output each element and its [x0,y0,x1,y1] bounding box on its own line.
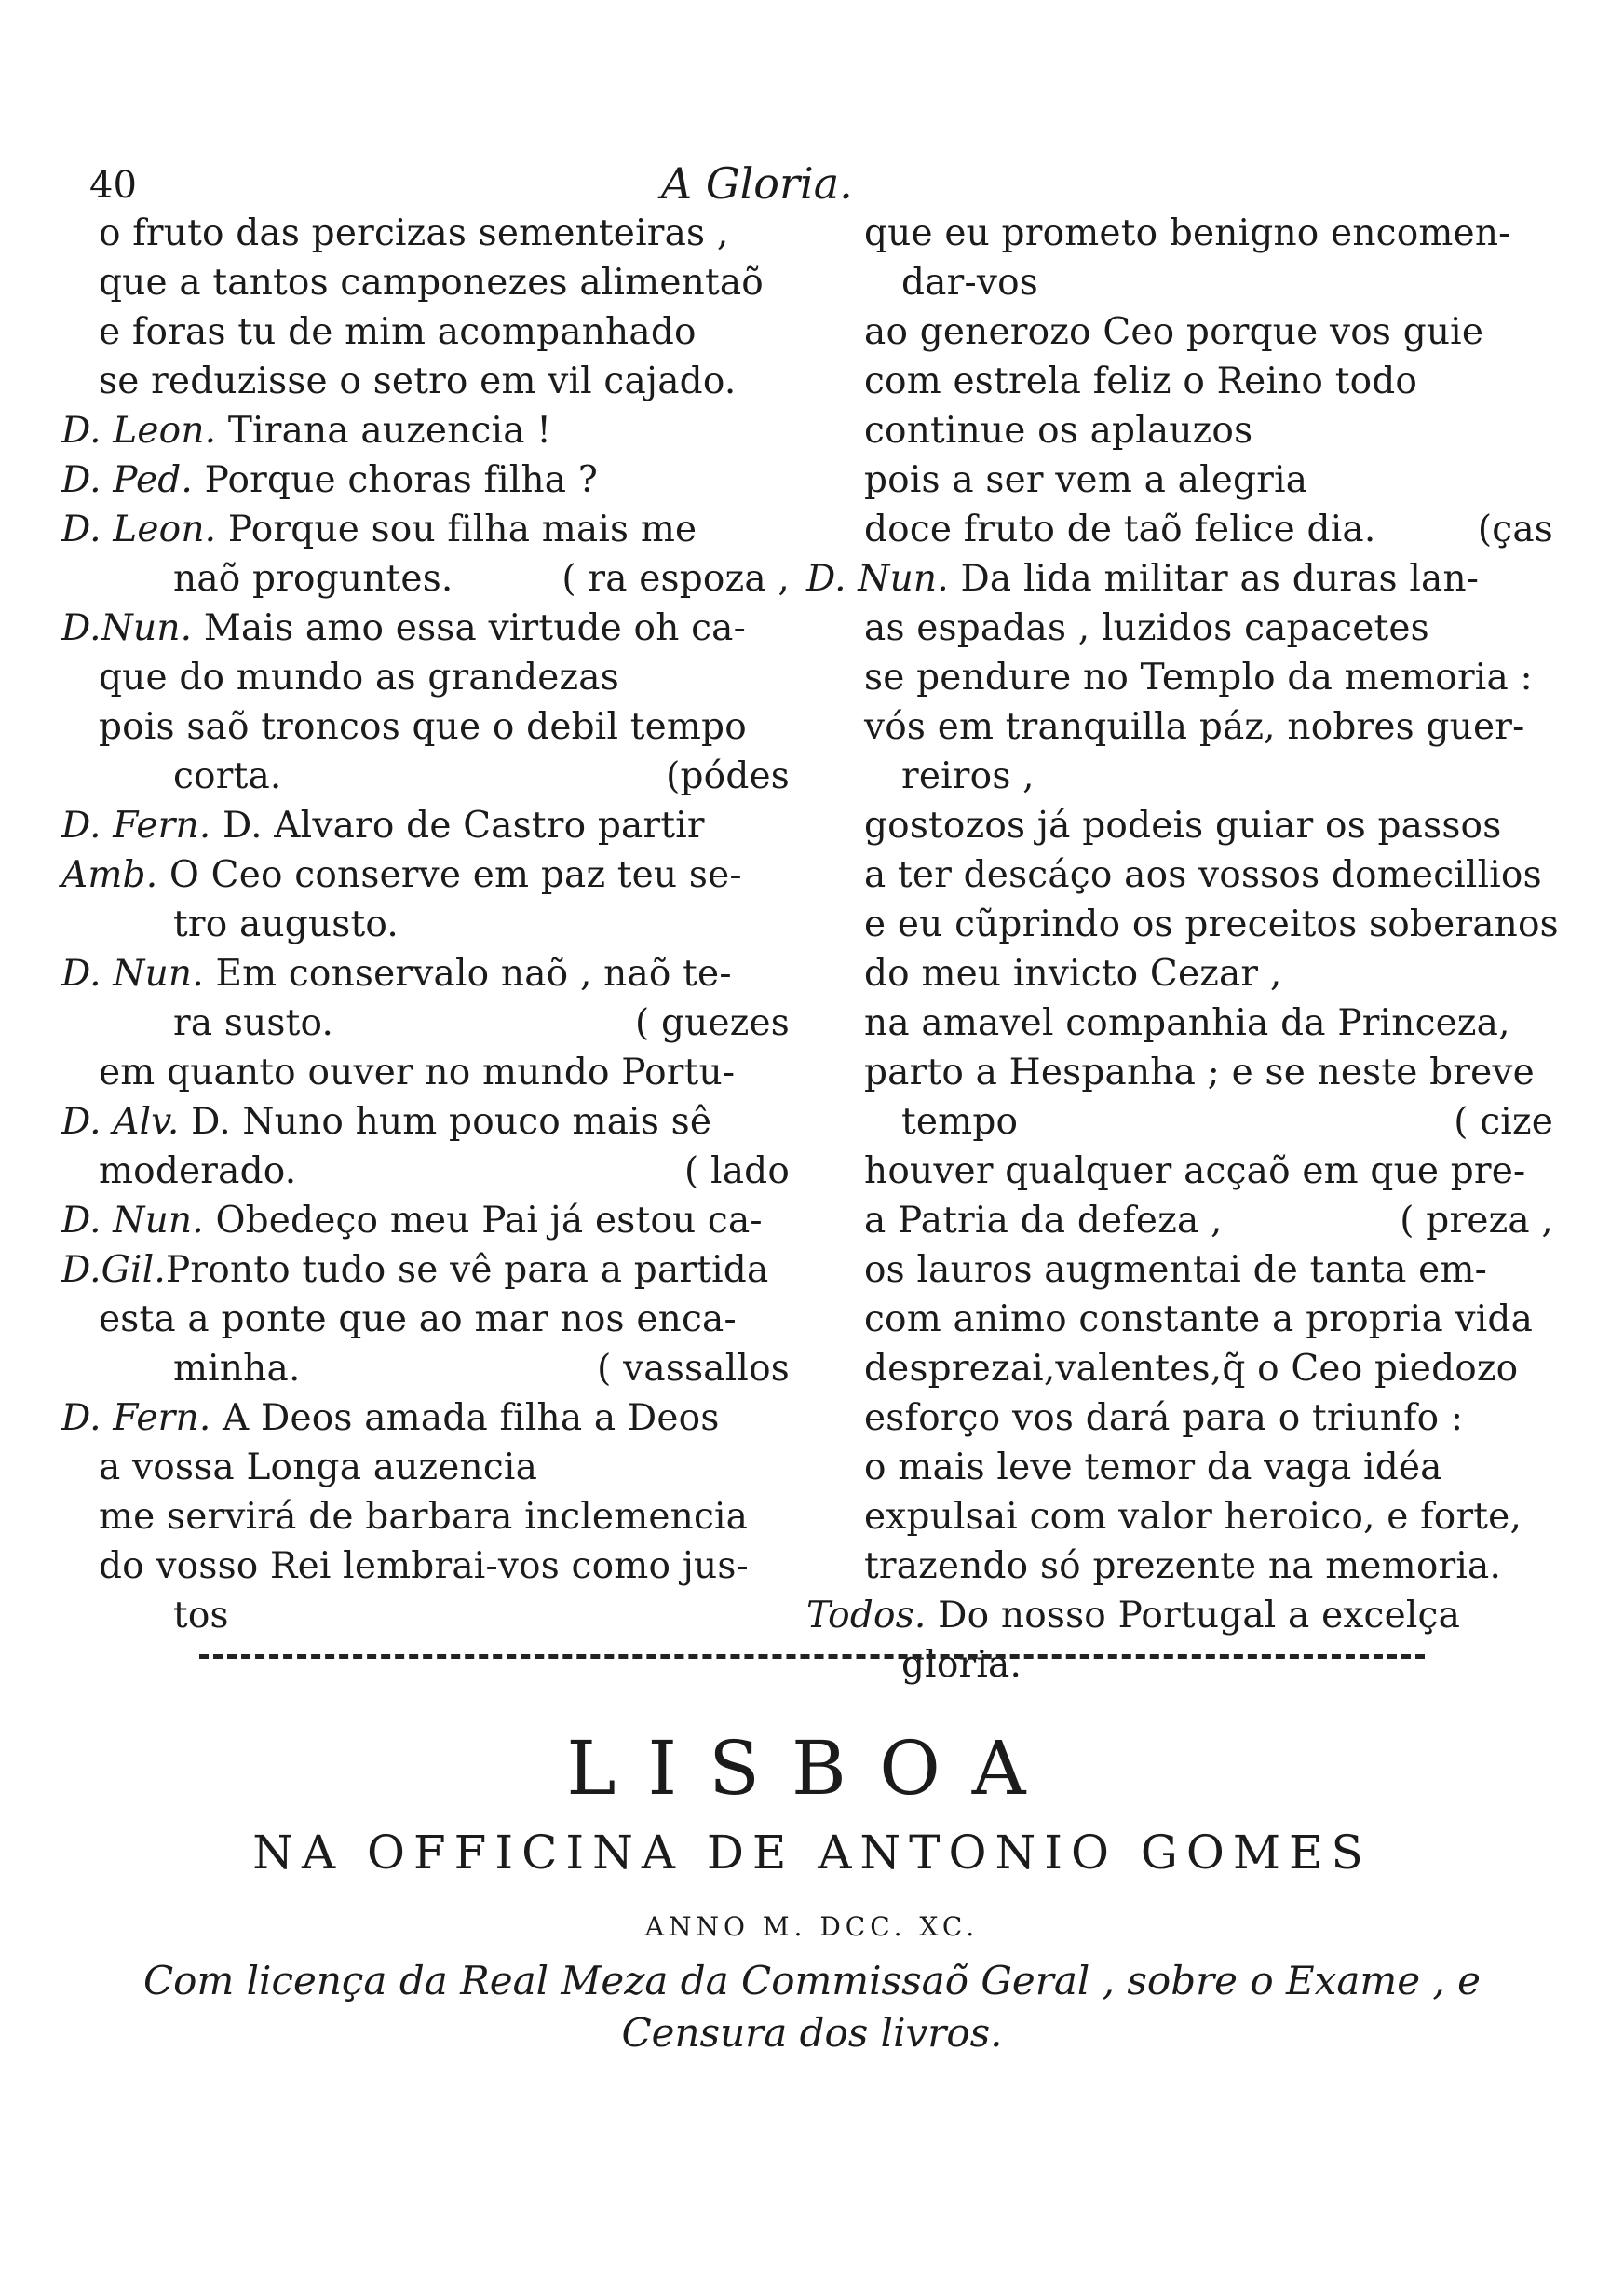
verse-line [806,554,1561,604]
page-number: 40 [89,164,137,207]
verse-text: que eu prometo benigno encomen- [864,212,1511,254]
verse-text: minha. [173,1348,301,1390]
verse-line [806,1443,1561,1492]
verse-line [806,505,1561,554]
verse-text: com animo constante a propria vida [864,1298,1534,1340]
verse-line [806,209,1561,258]
speaker-name: D. Leon. [61,410,217,452]
verse-line [806,307,1561,357]
turnover-text: ( vassallos [597,1348,790,1390]
verse-line [806,1393,1561,1443]
license-line-1: Com licença da Real Meza da Commissaõ Geral , sobre o Exame , e [143,1958,1481,2003]
turnover-text: ( cize [1454,1101,1553,1143]
verse-text: o fruto das percizas sementeiras , [99,212,729,254]
verse-text: corta. [173,755,282,797]
verse-line [61,307,797,357]
verse-text: D. Nuno hum pouco mais sê [179,1101,712,1143]
verse-line [61,1492,797,1541]
verse-text: Mais amo essa virtude oh ca- [192,607,747,649]
verse-line [61,1443,797,1492]
verse-text: Em conservalo naõ , naõ te- [203,953,732,995]
verse-text: pois a ser vem a alegria [864,459,1308,501]
verse-text: expulsai com valor heroico, e forte, [864,1496,1522,1538]
verse-line [61,455,797,505]
verse-line [806,752,1561,801]
verse-text: na amavel companhia da Princeza, [864,1002,1510,1044]
speaker-name: D. Fern. [61,805,211,847]
verse-line [806,1196,1561,1245]
verse-text: ao generozo Ceo porque vos guie [864,311,1484,353]
verse-line [806,406,1561,455]
speaker-name: D.Gil. [61,1249,166,1291]
verse-line [61,604,797,653]
verse-line [806,357,1561,406]
running-title: A Gloria. [661,158,853,209]
verse-text: Porque sou filha mais me [216,509,697,550]
verse-text: parto a Hespanha ; e se neste breve [864,1052,1535,1093]
verse-text: do vosso Rei lembrai-vos como jus- [99,1545,749,1587]
verse-line [61,653,797,702]
verse-line [61,357,797,406]
verse-line [806,1245,1561,1295]
verse-text: as espadas , luzidos capacetes [864,607,1429,649]
imprint-year: ANNO M. DCC. XC. [644,1911,980,1942]
verse-line [61,1344,797,1393]
verse-line [806,1295,1561,1344]
turnover-text: ( preza , [1400,1200,1553,1242]
license-line-2: Censura dos livros. [621,2010,1003,2056]
verse-text: vós em tranquilla páz, nobres guer- [864,706,1525,748]
verse-line [61,554,797,604]
verse-line [806,258,1561,307]
verse-line [806,702,1561,752]
verse-text: Pronto tudo se vê para a partida [165,1249,769,1291]
verse-text: continue os aplauzos [864,410,1253,452]
verse-line [806,998,1561,1048]
speaker-name: D. Nun. [61,1200,204,1242]
verse-line [61,900,797,949]
speaker-name: D. Nun. [61,953,204,995]
verse-text: Tirana auzencia ! [216,410,552,452]
verse-text: gloria. [901,1644,1022,1686]
turnover-text: ( ra espoza , [562,558,790,600]
verse-line [806,900,1561,949]
verse-text: os lauros augmentai de tanta em- [864,1249,1488,1291]
verse-line [61,1295,797,1344]
verse-line [61,1097,797,1147]
verse-line [806,1492,1561,1541]
speaker-name: D. Ped. [61,459,194,501]
verse-text: se pendure no Templo da memoria : [864,657,1533,699]
left-column [61,209,797,1640]
verse-line [61,949,797,998]
verse-text: moderado. [99,1150,297,1192]
verse-text: tos [173,1595,229,1636]
verse-text: Da lida militar as duras lan- [948,558,1480,600]
verse-line [806,604,1561,653]
verse-text: desprezai,valentes,q̃ o Ceo piedozo [864,1348,1519,1390]
verse-line [61,1591,797,1640]
verse-line [806,1640,1561,1690]
verse-text: Porque choras filha ? [193,459,598,501]
verse-text: a Patria da defeza , [864,1200,1223,1242]
verse-text: esforço vos dará para o triunfo : [864,1397,1464,1439]
verse-text: que do mundo as grandezas [99,657,619,699]
verse-text: Do nosso Portugal a excelça [926,1595,1461,1636]
speaker-name: D. Fern. [61,1397,211,1439]
verse-text: em quanto ouver no mundo Portu- [99,1052,736,1093]
verse-text: ra susto. [173,1002,334,1044]
verse-line [61,702,797,752]
verse-line [61,209,797,258]
speaker-name: D.Nun. [61,607,193,649]
verse-line [61,801,797,850]
speaker-name: Amb. [61,854,158,896]
verse-line [61,998,797,1048]
verse-text: o mais leve temor da vaga idéa [864,1446,1442,1488]
speaker-name: Todos. [806,1595,927,1636]
verse-line [806,801,1561,850]
ornamental-rule [199,1654,1425,1659]
verse-line [61,1393,797,1443]
verse-text: doce fruto de taõ felice dia. [864,509,1376,550]
verse-line [806,1344,1561,1393]
speaker-name: D. Leon. [61,509,217,550]
verse-text: esta a ponte que ao mar nos enca- [99,1298,737,1340]
verse-line [61,258,797,307]
verse-text: trazendo só prezente na memoria. [864,1545,1502,1587]
verse-text: gostozos já podeis guiar os passos [864,805,1502,847]
verse-line [806,653,1561,702]
verse-line [61,1245,797,1295]
turnover-text: ( guezes [634,1002,790,1044]
verse-text: dar-vos [901,262,1038,304]
verse-line [61,1147,797,1196]
verse-text: reiros , [901,755,1035,797]
verse-line [61,1196,797,1245]
verse-line [61,1541,797,1591]
verse-line [806,1541,1561,1591]
verse-line [61,850,797,900]
verse-text: pois saõ troncos que o debil tempo [99,706,747,748]
verse-line [806,850,1561,900]
verse-line [61,505,797,554]
verse-line [806,949,1561,998]
verse-line [61,406,797,455]
verse-text: tro augusto. [173,903,399,945]
verse-line [806,1591,1561,1640]
verse-text: do meu invicto Cezar , [864,953,1282,995]
verse-text: tempo [901,1101,1019,1143]
imprint-office: NA OFFICINA DE ANTONIO GOMES [252,1826,1372,1880]
verse-text: se reduzisse o setro em vil cajado. [99,360,737,402]
verse-text: A Deos amada filha a Deos [210,1397,720,1439]
verse-text: Obedeço meu Pai já estou ca- [203,1200,763,1242]
verse-text: me servirá de barbara inclemencia [99,1496,749,1538]
verse-text: houver qualquer acçaõ em que pre- [864,1150,1526,1192]
verse-text: a ter descáço aos vossos domecillios [864,854,1542,896]
verse-text: e foras tu de mim acompanhado [99,311,697,353]
verse-line [806,455,1561,505]
verse-text: D. Alvaro de Castro partir [210,805,705,847]
verse-text: a vossa Longa auzencia [99,1446,538,1488]
turnover-text: (pódes [666,755,790,797]
turnover-text: (ças [1477,509,1553,550]
verse-text: que a tantos camponezes alimentaõ [99,262,764,304]
verse-text: O Ceo conserve em paz teu se- [157,854,742,896]
speaker-name: D. Nun. [806,558,949,600]
verse-text: com estrela feliz o Reino todo [864,360,1418,402]
verse-line [61,1048,797,1097]
verse-text: naõ proguntes. [173,558,453,600]
verse-text: e eu cũprindo os preceitos soberanos [864,903,1559,945]
speaker-name: D. Alv. [61,1101,180,1143]
verse-line [61,752,797,801]
imprint-city: LISBOA [566,1725,1058,1812]
verse-line [806,1048,1561,1097]
right-column [806,209,1561,1690]
verse-line [806,1097,1561,1147]
verse-line [806,1147,1561,1196]
turnover-text: ( lado [684,1150,790,1192]
